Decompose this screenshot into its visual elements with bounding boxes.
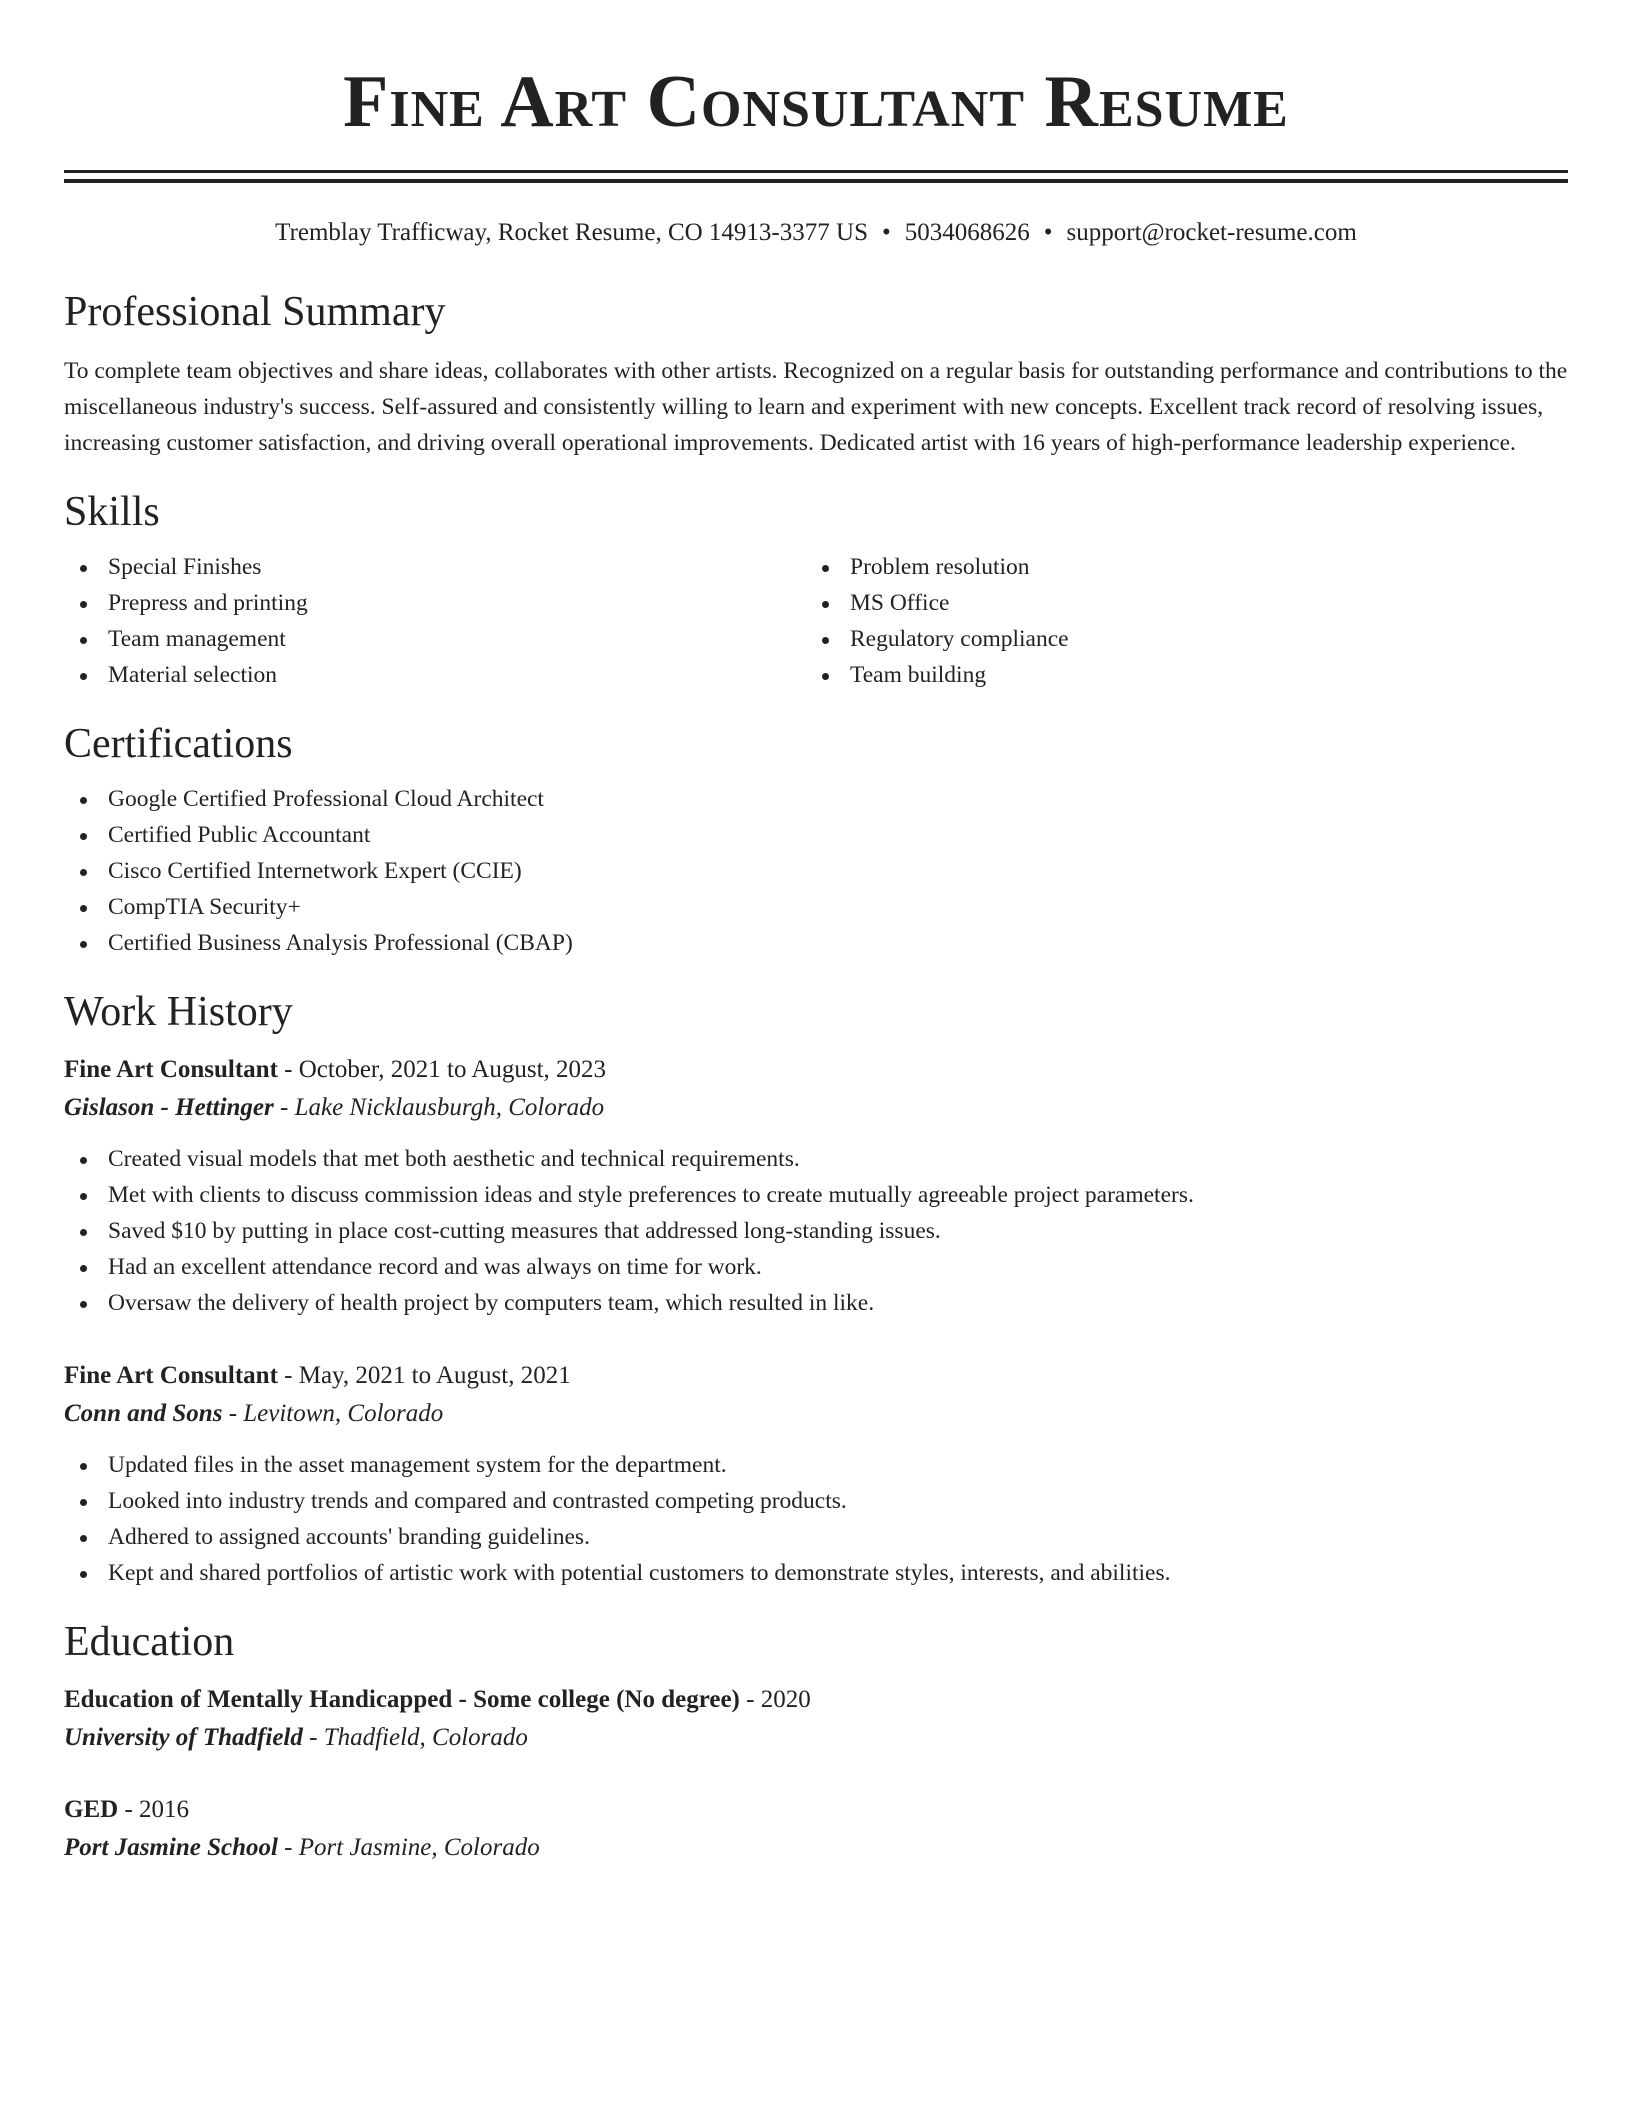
summary-heading: Professional Summary xyxy=(64,289,446,335)
certifications-heading: Certifications xyxy=(64,721,293,767)
education-degree: Education of Mentally Handicapped - Some college (No degree) xyxy=(64,1686,740,1713)
education-year: 2020 xyxy=(760,1686,811,1713)
skill-item: Team management xyxy=(64,621,806,657)
certification-item: Certified Business Analysis Professional (CBAP) xyxy=(64,925,1568,961)
contact-email: support@rocket-resume.com xyxy=(1066,219,1357,246)
certification-item: Cisco Certified Internetwork Expert (CCIE) xyxy=(64,853,1568,889)
job-employer-line: Conn and Sons - Levitown, Colorado xyxy=(64,1400,444,1427)
job-entry xyxy=(64,1051,1568,1321)
certifications-list xyxy=(64,781,1568,961)
certifications-section xyxy=(64,719,1568,961)
skills-list-right xyxy=(806,549,1548,693)
skills-heading: Skills xyxy=(64,489,160,535)
job-bullet: Created visual models that met both aesthetic and technical requirements. xyxy=(64,1141,1568,1177)
job-bullet: Saved $10 by putting in place cost-cutting measures that addressed long-standing issues. xyxy=(64,1213,1568,1249)
certification-item: Google Certified Professional Cloud Architect xyxy=(64,781,1568,817)
summary-text: To complete team objectives and share ideas, collaborates with other artists. Recognized on a regular basis for outstanding performance and contributions to the miscellaneous industry's success. Self-assured and consistently willing to learn and experiment with new concepts. Excellent track record of resolving issues, increasing customer satisfaction, and driving overall operational improvements. Dedicated artist with 16 years of high-performance leadership experience. xyxy=(64,358,1568,456)
contact-phone: 5034068626 xyxy=(904,219,1030,246)
job-dates: May, 2021 to August, 2021 xyxy=(298,1362,571,1389)
contact-separator: • xyxy=(881,219,891,246)
job-bullets xyxy=(64,1447,1568,1591)
page-title: Fine Art Consultant Resume xyxy=(343,61,1289,143)
education-degree: GED xyxy=(64,1796,119,1823)
job-dates: October, 2021 to August, 2023 xyxy=(298,1056,607,1083)
title-divider xyxy=(64,170,1568,183)
education-section xyxy=(64,1617,1568,1867)
contact-address: Tremblay Trafficway, Rocket Resume, CO 14913-3377 US xyxy=(275,219,868,246)
certification-item: CompTIA Security+ xyxy=(64,889,1568,925)
job-title: Fine Art Consultant xyxy=(64,1362,278,1389)
job-company: Conn and Sons xyxy=(64,1400,223,1427)
work-history-heading: Work History xyxy=(64,989,293,1035)
job-title-line: Fine Art Consultant - May, 2021 to August, 2021 xyxy=(64,1362,571,1389)
job-location: Levitown, Colorado xyxy=(243,1400,444,1427)
job-entry xyxy=(64,1357,1568,1591)
job-bullets xyxy=(64,1141,1568,1321)
job-location: Lake Nicklausburgh, Colorado xyxy=(294,1094,605,1121)
education-degree-line: GED - 2016 xyxy=(64,1796,190,1823)
skill-item: Special Finishes xyxy=(64,549,806,585)
job-bullet: Met with clients to discuss commission ideas and style preferences to create mutually agreeable project parameters. xyxy=(64,1177,1568,1213)
education-school: Port Jasmine School xyxy=(64,1834,278,1861)
contact-separator: • xyxy=(1043,219,1053,246)
skill-item: Material selection xyxy=(64,657,806,693)
education-entry xyxy=(64,1681,1568,1757)
job-employer-line: Gislason - Hettinger - Lake Nicklausburgh, Colorado xyxy=(64,1094,605,1121)
skills-list-left xyxy=(64,549,806,693)
skills-section xyxy=(64,487,1568,693)
education-year: 2016 xyxy=(139,1796,190,1823)
job-bullet: Kept and shared portfolios of artistic work with potential customers to demonstrate styles, interests, and abilities. xyxy=(64,1555,1568,1591)
education-school-line: Port Jasmine School - Port Jasmine, Colorado xyxy=(64,1834,540,1861)
summary-section xyxy=(64,287,1568,461)
skill-item: Team building xyxy=(806,657,1548,693)
education-heading: Education xyxy=(64,1619,235,1665)
work-history-section xyxy=(64,987,1568,1591)
job-title-line: Fine Art Consultant - October, 2021 to August, 2023 xyxy=(64,1056,607,1083)
education-location: Thadfield, Colorado xyxy=(323,1724,528,1751)
skill-item: Problem resolution xyxy=(806,549,1548,585)
skills-columns xyxy=(64,549,1568,693)
skill-item: Regulatory compliance xyxy=(806,621,1548,657)
job-bullet: Updated files in the asset management system for the department. xyxy=(64,1447,1568,1483)
education-location: Port Jasmine, Colorado xyxy=(298,1834,540,1861)
job-bullet: Oversaw the delivery of health project by computers team, which resulted in like. xyxy=(64,1285,1568,1321)
education-school: University of Thadfield xyxy=(64,1724,303,1751)
education-degree-line: Education of Mentally Handicapped - Some college (No degree) - 2020 xyxy=(64,1686,811,1713)
skill-item: MS Office xyxy=(806,585,1548,621)
education-school-line: University of Thadfield - Thadfield, Colorado xyxy=(64,1724,528,1751)
job-company: Gislason - Hettinger xyxy=(64,1094,274,1121)
job-bullet: Had an excellent attendance record and was always on time for work. xyxy=(64,1249,1568,1285)
education-entry xyxy=(64,1791,1568,1867)
skill-item: Prepress and printing xyxy=(64,585,806,621)
certification-item: Certified Public Accountant xyxy=(64,817,1568,853)
job-title: Fine Art Consultant xyxy=(64,1056,278,1083)
job-bullet: Adhered to assigned accounts' branding guidelines. xyxy=(64,1519,1568,1555)
job-bullet: Looked into industry trends and compared and contrasted competing products. xyxy=(64,1483,1568,1519)
contact-line xyxy=(64,217,1568,249)
